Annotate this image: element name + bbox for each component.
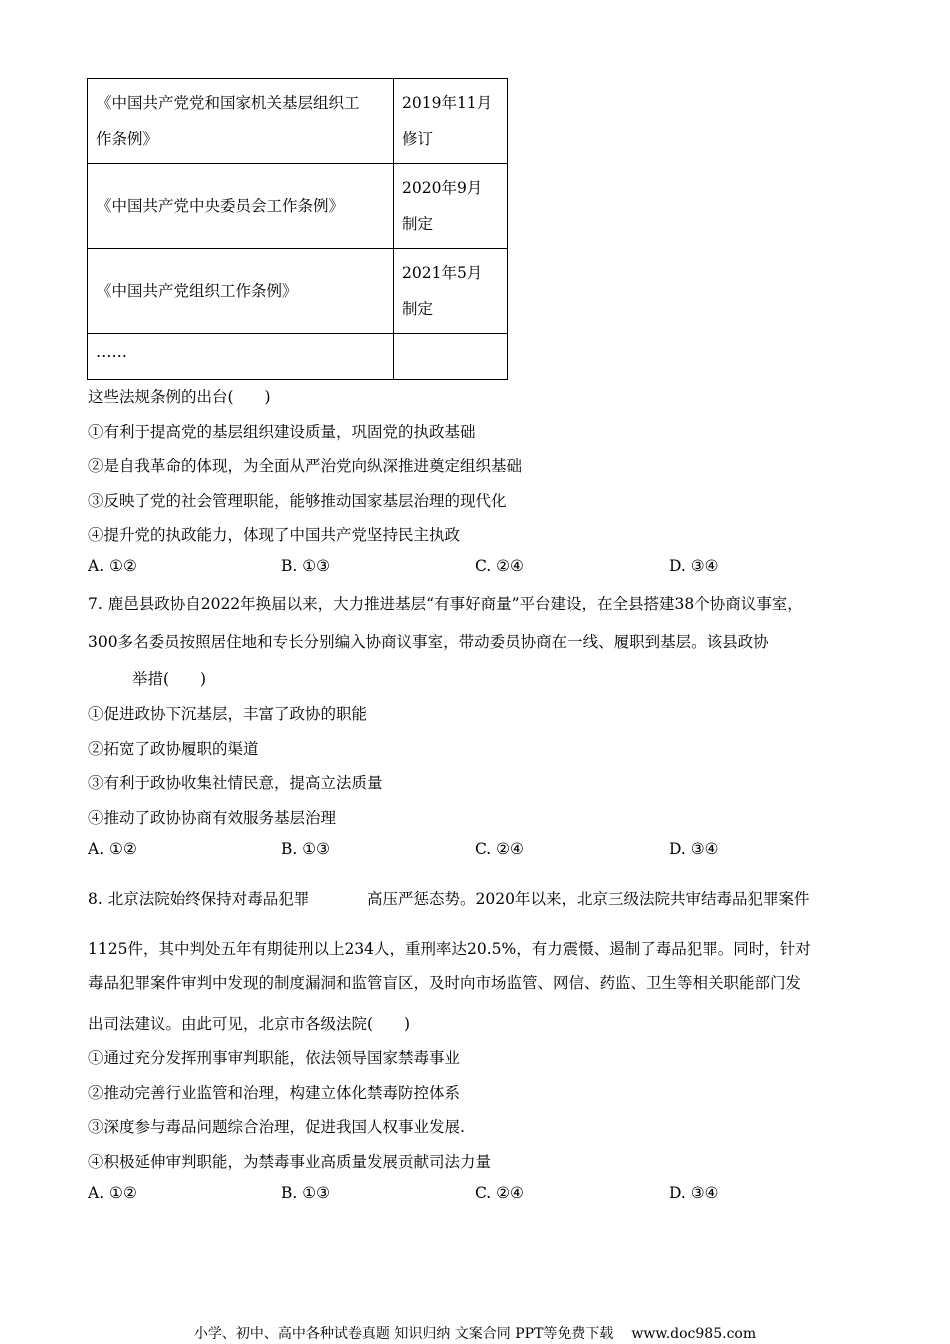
table-cell-title: 《中国共产党中央委员会工作条例》 — [88, 164, 394, 249]
q7-options — [88, 840, 888, 862]
q6-options — [88, 557, 888, 579]
q7-option-a[interactable]: A. ①② — [88, 840, 137, 858]
table-cell-date-text: 2019年11月 — [402, 94, 493, 112]
table-cell-date-text: 2020年9月 — [402, 179, 483, 197]
q7-statement-1: ①促进政协下沉基层，丰富了政协的职能 — [88, 705, 368, 723]
q7-statement-2: ②拓宽了政协履职的渠道 — [88, 740, 259, 758]
q8-stem-line-2: 1125件，其中判处五年有期徒刑以上234人，重刑率达20.5%，有力震慑、遏制了毒品犯罪。同时，针对 — [88, 940, 811, 958]
table-cell-date — [394, 334, 508, 380]
table-row — [88, 334, 508, 380]
q8-option-a[interactable]: A. ①② — [88, 1184, 137, 1202]
q8-stem-line-1b: 高压严惩态势。2020年以来，北京三级法院共审结毒品犯罪案件 — [367, 890, 810, 908]
q6-statement-2: ②是自我革命的体现，为全面从严治党向纵深推进奠定组织基础 — [88, 457, 523, 475]
page-footer — [0, 1323, 950, 1343]
q7-option-c[interactable]: C. ②④ — [475, 840, 524, 858]
q6-statement-1: ①有利于提高党的基层组织建设质量，巩固党的执政基础 — [88, 423, 476, 441]
q8-option-d[interactable]: D. ③④ — [669, 1184, 719, 1202]
q7-stem-line-2: 300多名委员按照居住地和专长分别编入协商议事室，带动委员协商在一线、履职到基层。该县政协 — [88, 633, 769, 651]
table-cell-action-text: 制定 — [402, 300, 434, 318]
q6-option-b[interactable]: B. ①③ — [281, 557, 331, 575]
q6-statement-3: ③反映了党的社会管理职能，能够推动国家基层治理的现代化 — [88, 492, 507, 510]
q7-stem-line-1: 7. 鹿邑县政协自2022年换届以来，大力推进基层“有事好商量”平台建设，在全县搭建38个协商议事室， — [88, 595, 803, 613]
table-row — [88, 164, 508, 249]
q7-stem-line-3: 举措( ) — [132, 670, 207, 688]
q6-stem: 这些法规条例的出台( ) — [88, 388, 271, 406]
q8-statement-3: ③深度参与毒品问题综合治理，促进我国人权事业发展. — [88, 1118, 465, 1136]
q7-statement-4: ④推动了政协协商有效服务基层治理 — [88, 809, 337, 827]
q8-stem-line-4: 出司法建议。由此可见，北京市各级法院( ) — [88, 1015, 411, 1033]
table-row — [88, 79, 508, 164]
table-cell-date — [394, 79, 508, 164]
footer-link[interactable]: www.doc985.com — [631, 1326, 757, 1342]
table-cell-date — [394, 164, 508, 249]
q8-options — [88, 1184, 888, 1206]
q7-option-d[interactable]: D. ③④ — [669, 840, 719, 858]
q8-stem-line-1a: 8. 北京法院始终保持对毒品犯罪 — [88, 890, 310, 908]
q6-option-a[interactable]: A. ①② — [88, 557, 137, 575]
table-cell-date-text: 2021年5月 — [402, 264, 483, 282]
footer-text: 小学、初中、高中各种试卷真题 知识归纳 文案合同 PPT等免费下载 — [193, 1326, 614, 1342]
table-cell-title — [88, 79, 394, 164]
q8-option-b[interactable]: B. ①③ — [281, 1184, 331, 1202]
table-cell-title: 《中国共产党组织工作条例》 — [88, 249, 394, 334]
q8-statement-4: ④积极延伸审判职能，为禁毒事业高质量发展贡献司法力量 — [88, 1153, 492, 1171]
q7-statement-3: ③有利于政协收集社情民意，提高立法质量 — [88, 774, 383, 792]
table-cell-title: …… — [88, 334, 394, 380]
regulations-table — [87, 78, 508, 380]
q8-stem-line-3: 毒品犯罪案件审判中发现的制度漏洞和监管盲区，及时向市场监管、网信、药监、卫生等相关职能部门发 — [88, 974, 802, 992]
table-cell-action-text: 修订 — [402, 130, 434, 148]
table-cell-title-line: 《中国共产党党和国家机关基层组织工 — [96, 94, 360, 112]
q8-option-c[interactable]: C. ②④ — [475, 1184, 524, 1202]
q6-statement-4: ④提升党的执政能力，体现了中国共产党坚持民主执政 — [88, 526, 461, 544]
q6-option-d[interactable]: D. ③④ — [669, 557, 719, 575]
q7-option-b[interactable]: B. ①③ — [281, 840, 331, 858]
table-row — [88, 249, 508, 334]
q8-statement-2: ②推动完善行业监管和治理，构建立体化禁毒防控体系 — [88, 1084, 461, 1102]
q8-statement-1: ①通过充分发挥刑事审判职能，依法领导国家禁毒事业 — [88, 1049, 461, 1067]
table-cell-action-text: 制定 — [402, 215, 434, 233]
q6-option-c[interactable]: C. ②④ — [475, 557, 524, 575]
table-cell-title-line: 作条例》 — [96, 130, 159, 148]
table-cell-date — [394, 249, 508, 334]
